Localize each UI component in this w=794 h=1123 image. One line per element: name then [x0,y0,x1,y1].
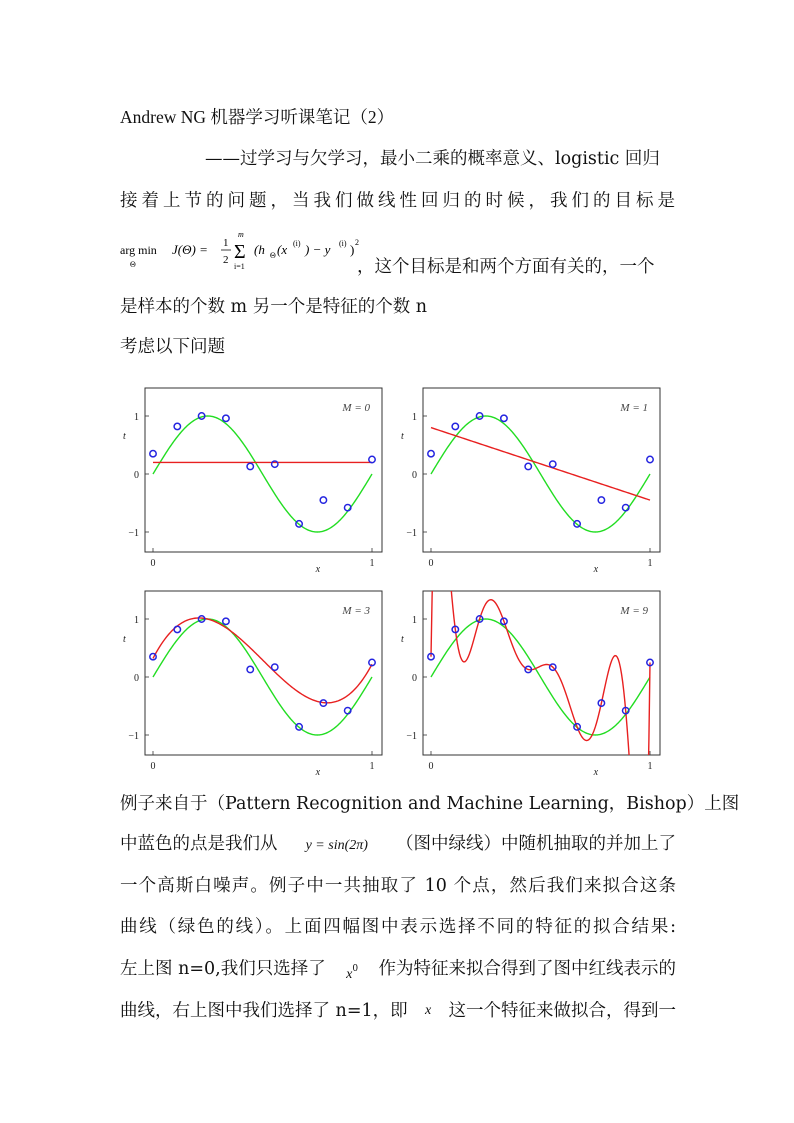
y-axis-label: t [401,634,404,646]
para-line-5-pre: 左上图 n=0,我们只选择了 [120,959,326,979]
x-axis-label: x [315,767,321,778]
eq-sup-i: (i) [293,239,301,248]
page-subtitle: ——过学习与欠学习，最小二乘的概率意义、logistic 回归 [205,149,660,169]
eq-theta-under: Θ [130,260,136,269]
sin-formula: y = sin(2π) [305,838,368,853]
y-tick-label: −1 [128,528,139,539]
eq-square: 2 [355,238,359,247]
y-tick-label: 1 [412,412,417,423]
para-line-6-post: 这一个特征来做拟合，得到一 [448,1001,676,1021]
y-tick-label: −1 [128,731,139,742]
page-title: Andrew NG 机器学习听课笔记（2） [120,107,395,127]
x0-sup: 0 [352,964,359,974]
panel-label: M = 9 [620,605,648,617]
panel-label: M = 3 [342,605,370,617]
para-line-5-post: 作为特征来拟合得到了图中红线表示的 [378,959,676,979]
equation-tail: ，这个目标是和两个方面有关的，一个 [357,257,655,277]
panel-m9 [393,583,663,787]
para-line-4: 曲线（绿色的线）。上面四幅图中表示选择不同的特征的拟合结果: [120,917,676,937]
eq-close: ) [350,242,355,257]
eq-argmin: arg min [120,243,157,257]
x0-base: x [346,966,353,982]
x-tick-label: 1 [369,761,375,772]
para-line-5 [120,958,676,986]
para-line-2 [120,833,676,857]
y-tick-label: 0 [412,673,417,684]
x0-term [346,958,358,986]
y-axis-label: t [401,431,404,443]
x-tick-label: 0 [150,558,156,569]
y-tick-label: −1 [406,528,417,539]
chart-m9 [393,583,663,783]
chart-m1 [393,380,663,580]
x-tick-label: 0 [428,761,434,772]
x-tick-label: 1 [369,558,375,569]
x-axis-label: x [315,564,321,575]
eq-body: (h [254,242,265,257]
y-tick-label: 1 [412,615,417,626]
x-axis-label: x [593,564,599,575]
x-tick-label: 1 [647,761,653,772]
x-tick-label: 0 [150,761,156,772]
panel-m1 [393,380,663,584]
y-tick-label: 0 [134,673,139,684]
eq-sum-top: m [238,230,244,239]
y-axis-label: t [123,431,126,443]
y-axis-label: t [123,634,126,646]
eq-sum-bottom: i=1 [234,262,245,271]
y-tick-label: 1 [134,615,139,626]
y-tick-label: −1 [406,731,417,742]
para-line-3: 一个高斯白噪声。例子中一共抽取了 10 个点，然后我们来拟合这条 [120,876,676,896]
y-tick-label: 1 [134,412,139,423]
para-line-1: 例子来自于（Pattern Recognition and Machine Learning，Bishop）上图 [120,794,740,814]
intro-line: 接着上节的问题，当我们做线性回归的时候，我们的目标是 [120,191,676,211]
chart-m0 [115,380,385,580]
objective-equation [120,226,360,274]
x-axis-label: x [593,767,599,778]
samples-line: 是样本的个数 m 另一个是特征的个数 n [120,297,428,317]
eq-sup-i2: (i) [339,239,347,248]
eq-lhs: J(Θ) = [172,242,208,257]
eq-half-den: 2 [223,254,229,266]
para-line-2-pre: 中蓝色的点是我们从 [120,834,278,854]
y-tick-label: 0 [134,470,139,481]
y-tick-label: 0 [412,470,417,481]
x-term: x [424,1003,432,1018]
consider-line: 考虑以下问题 [120,337,225,357]
x-tick-label: 1 [647,558,653,569]
eq-body-sub: Θ [270,251,276,260]
chart-m3 [115,583,385,783]
eq-sigma: Σ [234,241,246,263]
panel-label: M = 0 [342,402,370,414]
x-tick-label: 0 [428,558,434,569]
para-line-6-pre: 曲线，右上图中我们选择了 n=1，即 [120,1001,408,1021]
eq-body-rest: (x [277,242,288,257]
para-line-2-post: （图中绿线）中随机抽取的并加上了 [396,834,676,854]
panel-m3 [115,583,385,787]
panel-m0 [115,380,385,584]
para-line-6 [120,1000,676,1022]
eq-half-num: 1 [223,237,229,249]
panel-label: M = 1 [620,402,648,414]
eq-minus-y: ) − y [305,242,331,257]
